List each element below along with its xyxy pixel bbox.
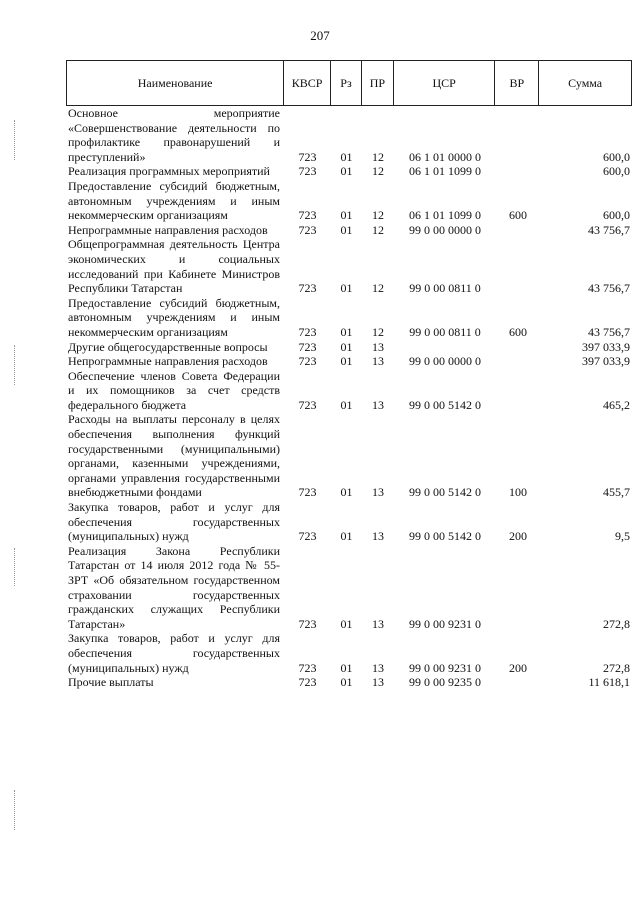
row-csr: 99 0 00 9231 0 bbox=[409, 660, 481, 675]
row-rz: 01 bbox=[340, 339, 353, 354]
row-name: Прочие выплаты bbox=[68, 675, 154, 690]
table-row bbox=[66, 369, 632, 413]
margin-dots bbox=[14, 345, 16, 385]
row-vr: 200 bbox=[509, 660, 527, 675]
row-name: Основное мероприятие «Совершенствование деятельности по профилактике правонарушений и преступлений» bbox=[68, 106, 280, 164]
row-rz: 01 bbox=[340, 616, 353, 631]
row-rz: 01 bbox=[340, 397, 353, 412]
row-sum: 600,0 bbox=[603, 149, 630, 164]
row-sum: 397 033,9 bbox=[582, 339, 630, 354]
row-pr: 12 bbox=[372, 281, 384, 296]
row-name: Непрограммные направления расходов bbox=[68, 354, 268, 369]
row-csr: 99 0 00 0000 0 bbox=[409, 354, 481, 369]
row-csr: 99 0 00 0000 0 bbox=[409, 222, 481, 237]
table-row bbox=[66, 237, 632, 295]
row-pr: 13 bbox=[372, 339, 384, 354]
row-name: Предоставление субсидий бюджетным, автономным учреждениям и иным некоммерческим организациям bbox=[68, 178, 280, 223]
row-rz: 01 bbox=[340, 149, 353, 164]
row-rz: 01 bbox=[340, 222, 353, 237]
row-name: Расходы на выплаты персоналу в целях обеспечения выполнения функций государственными (муниципальными) органами, казенными учреждениями, органами управления государственными внебюджетными фондами bbox=[68, 412, 280, 500]
row-name: Общепрограммная деятельность Центра экономических и социальных исследований при Кабинете Министров Республики Татарстан bbox=[68, 237, 280, 296]
row-sum: 465,2 bbox=[603, 397, 630, 412]
row-csr: 99 0 00 9231 0 bbox=[409, 616, 481, 631]
row-name: Другие общегосударственные вопросы bbox=[68, 339, 268, 354]
header-vr: ВР bbox=[495, 61, 539, 105]
header-sum: Сумма bbox=[568, 75, 603, 90]
row-csr: 06 1 01 1099 0 bbox=[409, 164, 481, 179]
row-name: Реализация Закона Республики Татарстан от 14 июля 2012 года № 55-ЗРТ «Об обязательном государственном страховании государственных гражданских служащих Республики Татарстан» bbox=[68, 543, 280, 631]
row-sum: 272,8 bbox=[603, 616, 630, 631]
row-name: Непрограммные направления расходов bbox=[68, 222, 268, 237]
margin-dots bbox=[14, 548, 16, 586]
row-pr: 12 bbox=[372, 164, 384, 179]
row-rz: 01 bbox=[340, 164, 353, 179]
row-pr: 13 bbox=[372, 660, 384, 675]
row-kvsr: 723 bbox=[298, 529, 317, 544]
header-kvsr: КВСР bbox=[284, 61, 331, 105]
row-csr: 99 0 00 0811 0 bbox=[409, 281, 481, 296]
row-name: Обеспечение членов Совета Федерации и их помощников за счет средств федерального бюджета bbox=[68, 368, 280, 412]
header-name: Наименование bbox=[67, 61, 284, 105]
row-kvsr: 723 bbox=[298, 339, 317, 354]
header-pr: ПР bbox=[362, 61, 394, 105]
row-rz: 01 bbox=[340, 675, 353, 690]
row-pr: 13 bbox=[372, 616, 384, 631]
row-pr: 13 bbox=[372, 529, 384, 544]
row-kvsr: 723 bbox=[298, 354, 317, 369]
row-sum: 455,7 bbox=[603, 485, 630, 500]
table-row bbox=[66, 354, 632, 369]
row-kvsr: 723 bbox=[298, 660, 317, 675]
table-row bbox=[66, 223, 632, 238]
table-row bbox=[66, 412, 632, 500]
row-sum: 43 756,7 bbox=[588, 222, 630, 237]
row-rz: 01 bbox=[340, 324, 353, 339]
table-row bbox=[66, 544, 632, 632]
row-pr: 13 bbox=[372, 485, 384, 500]
table-row bbox=[66, 179, 632, 223]
page-number: 207 bbox=[310, 28, 330, 43]
row-rz: 01 bbox=[340, 208, 353, 223]
row-sum: 43 756,7 bbox=[588, 324, 630, 339]
row-rz: 01 bbox=[340, 529, 353, 544]
row-kvsr: 723 bbox=[298, 485, 317, 500]
row-vr: 600 bbox=[509, 208, 527, 223]
row-sum: 600,0 bbox=[603, 164, 630, 179]
table-header bbox=[66, 60, 632, 106]
row-pr: 12 bbox=[372, 149, 384, 164]
row-pr: 13 bbox=[372, 675, 384, 690]
row-kvsr: 723 bbox=[298, 149, 317, 164]
row-csr: 99 0 00 0811 0 bbox=[409, 324, 481, 339]
row-sum: 600,0 bbox=[603, 208, 630, 223]
row-kvsr: 723 bbox=[298, 208, 317, 223]
row-csr: 06 1 01 1099 0 bbox=[409, 208, 481, 223]
row-pr: 12 bbox=[372, 208, 384, 223]
row-name: Закупка товаров, работ и услуг для обеспечения государственных (муниципальных) нужд bbox=[68, 631, 280, 675]
row-kvsr: 723 bbox=[298, 324, 317, 339]
row-kvsr: 723 bbox=[298, 616, 317, 631]
row-csr: 06 1 01 0000 0 bbox=[409, 149, 481, 164]
row-pr: 12 bbox=[372, 222, 384, 237]
table-row bbox=[66, 500, 632, 544]
table-row bbox=[66, 164, 632, 179]
row-rz: 01 bbox=[340, 354, 353, 369]
row-pr: 12 bbox=[372, 324, 384, 339]
header-csr: ЦСР bbox=[394, 61, 496, 105]
row-sum: 9,5 bbox=[615, 529, 630, 544]
row-kvsr: 723 bbox=[298, 164, 317, 179]
row-sum: 43 756,7 bbox=[588, 281, 630, 296]
row-name: Предоставление субсидий бюджетным, автономным учреждениям и иным некоммерческим организациям bbox=[68, 295, 280, 339]
row-vr: 100 bbox=[509, 485, 527, 500]
table-row bbox=[66, 340, 632, 355]
row-vr: 200 bbox=[509, 529, 527, 544]
table-row bbox=[66, 296, 632, 340]
row-kvsr: 723 bbox=[298, 222, 317, 237]
row-vr: 600 bbox=[509, 324, 527, 339]
row-rz: 01 bbox=[340, 485, 353, 500]
row-sum: 397 033,9 bbox=[582, 354, 630, 369]
margin-dots bbox=[14, 120, 16, 160]
header-rz: Рз bbox=[331, 61, 362, 105]
row-name: Закупка товаров, работ и услуг для обеспечения государственных (муниципальных) нужд bbox=[68, 500, 280, 544]
row-csr: 99 0 00 5142 0 bbox=[409, 485, 481, 500]
row-csr: 99 0 00 5142 0 bbox=[409, 397, 481, 412]
row-kvsr: 723 bbox=[298, 675, 317, 690]
table-row bbox=[66, 631, 632, 675]
row-name: Реализация программных мероприятий bbox=[68, 164, 270, 179]
row-csr: 99 0 00 9235 0 bbox=[409, 675, 481, 690]
row-pr: 13 bbox=[372, 397, 384, 412]
row-sum: 11 618,1 bbox=[588, 675, 630, 690]
row-csr: 99 0 00 5142 0 bbox=[409, 529, 481, 544]
row-kvsr: 723 bbox=[298, 397, 317, 412]
row-kvsr: 723 bbox=[298, 281, 317, 296]
table-row bbox=[66, 675, 632, 690]
row-rz: 01 bbox=[340, 660, 353, 675]
margin-dots bbox=[14, 790, 16, 830]
table-row bbox=[66, 106, 632, 164]
row-rz: 01 bbox=[340, 281, 353, 296]
table-body bbox=[66, 106, 632, 690]
row-sum: 272,8 bbox=[603, 660, 630, 675]
row-pr: 13 bbox=[372, 354, 384, 369]
